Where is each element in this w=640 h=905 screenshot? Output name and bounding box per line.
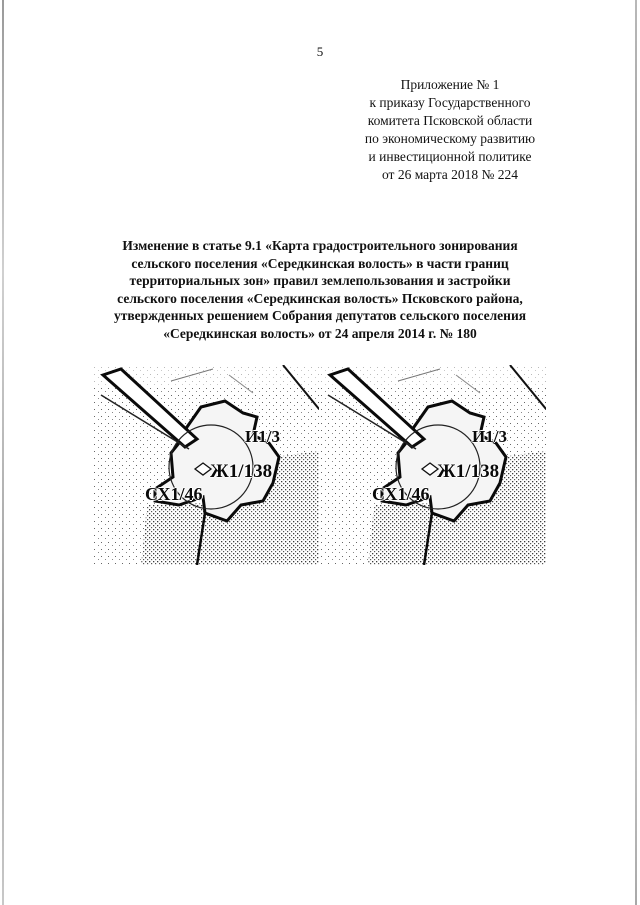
appendix-block (330, 76, 570, 184)
title-line: территориальных зон» правил землепользования и застройки (129, 273, 511, 288)
page-number: 5 (316, 44, 324, 59)
zone-label-sh: СХ1/46 (145, 484, 203, 504)
zoning-map-before (93, 365, 319, 565)
title-line: «Середкинская волость» от 24 апреля 2014 г. № 180 (163, 325, 477, 341)
appendix-line: комитета Псковской области (367, 113, 533, 128)
title-line: утвержденных решением Собрания депутатов сельского поселения (113, 308, 527, 323)
scan-edge-right (635, 0, 637, 905)
zone-label-zh: Ж1/138 (210, 461, 273, 482)
appendix-line: от 26 марта 2018 № 224 (381, 167, 519, 182)
appendix-line: к приказу Государственного (369, 95, 531, 110)
title-line: Изменение в статье 9.1 «Карта градостроительного зонирования (122, 238, 518, 253)
scan-edge-left (2, 0, 4, 905)
zone-label-i: И1/3 (472, 427, 507, 446)
title-line: сельского поселения «Середкинская волость» Псковского района, (117, 290, 523, 306)
title-line: сельского поселения «Середкинская волость» в части границ (131, 255, 509, 271)
appendix-line: Приложение № 1 (400, 77, 500, 92)
appendix-line: по экономическому развитию (364, 131, 536, 146)
zone-label-zh: Ж1/138 (437, 461, 500, 482)
zone-label-sh: СХ1/46 (372, 484, 430, 504)
zoning-map-after (320, 365, 546, 565)
map-graphic (320, 365, 546, 565)
map-graphic (93, 365, 319, 565)
document-title (70, 237, 570, 342)
appendix-line: и инвестиционной политике (368, 149, 532, 164)
zone-label-i: И1/3 (245, 427, 280, 446)
